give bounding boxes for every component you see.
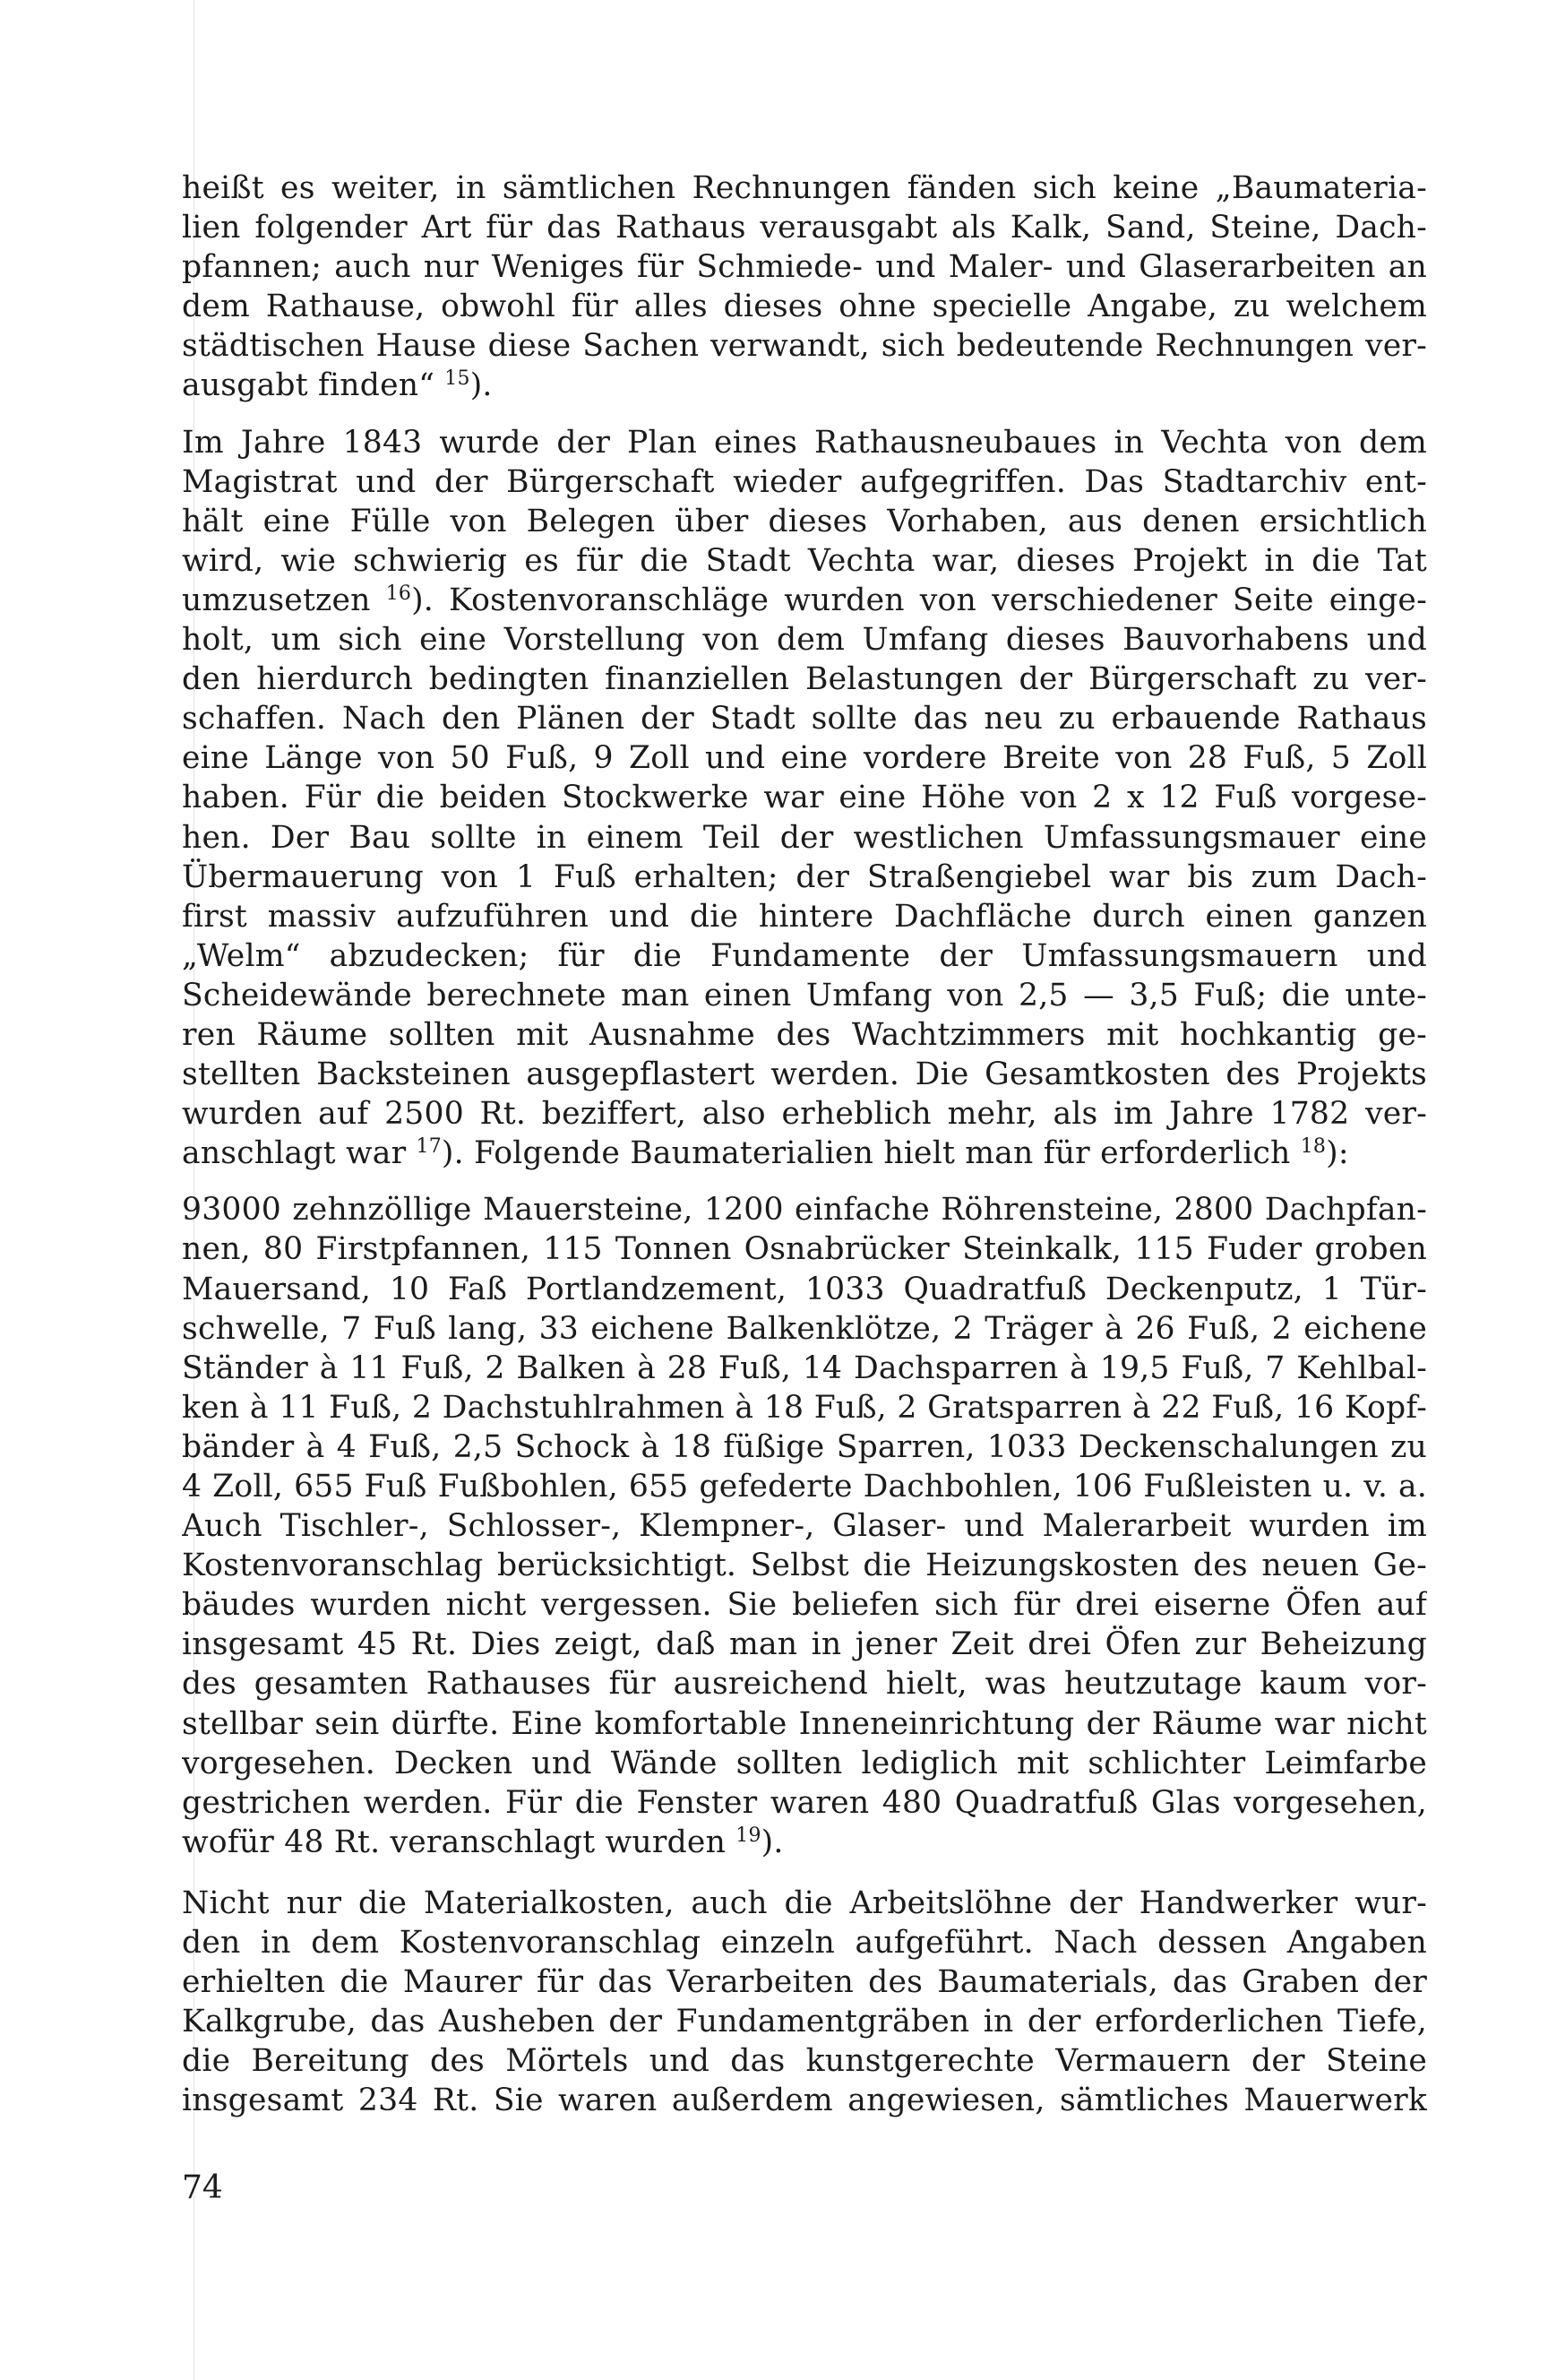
text-line: heißt es weiter, in sämtlichen Rechnungen fänden sich keine „Baumateria-	[182, 170, 1427, 206]
text-segment: ausgabt finden“	[182, 367, 435, 404]
footnote-ref: 16	[385, 582, 412, 605]
text-line: holt, um sich eine Vorstellung von dem Umfang dieses Bauvorhabens und	[182, 622, 1427, 659]
text-line: insgesamt 234 Rt. Sie waren außerdem angewiesen, sämtliches Mauerwerk	[182, 2082, 1427, 2119]
text-line: städtischen Hause diese Sachen verwandt, sich bedeutende Rechnungen ver-	[182, 328, 1427, 365]
text-line: Übermauerung von 1 Fuß erhalten; der Straßengiebel war bis zum Dach-	[182, 858, 1427, 895]
text-line: Magistrat und der Bürgerschaft wieder aufgegriffen. Das Stadtarchiv ent-	[182, 463, 1427, 500]
body-text	[182, 168, 1427, 2121]
text-segment: ).	[469, 367, 493, 404]
text-line: first massiv aufzuführen und die hintere Dachfläche durch einen ganzen	[182, 898, 1427, 935]
text-line: „Welm“ abzudecken; für die Fundamente der Umfassungsmauern und	[182, 937, 1427, 974]
text-line: des gesamten Rathauses für ausreichend hielt, was heutzutage kaum vor-	[182, 1666, 1427, 1703]
text-segment: wofür 48 Rt. veranschlagt wurden	[182, 1824, 736, 1860]
text-line: hen. Der Bau sollte in einem Teil der westlichen Umfassungsmauer eine	[182, 819, 1427, 856]
text-line: dem Rathause, obwohl für alles dieses ohne specielle Angabe, zu welchem	[182, 289, 1427, 325]
text-segment: ). Kostenvoranschläge wurden von verschiedener Seite einge-	[411, 582, 1427, 618]
text-line: ken à 11 Fuß, 2 Dachstuhlrahmen à 18 Fuß, 2 Gratsparren à 22 Fuß, 16 Kopf-	[182, 1389, 1427, 1426]
text-segment: ). Folgende Baumaterialien hielt man für erforderlich	[441, 1135, 1301, 1172]
text-line	[182, 366, 1427, 405]
text-segment: umzusetzen	[182, 582, 371, 618]
text-line: bäudes wurden nicht vergessen. Sie beliefen sich für drei eiserne Öfen auf	[182, 1587, 1427, 1624]
paragraph-1	[182, 168, 1427, 406]
text-line: lien folgender Art für das Rathaus verausgabt als Kalk, Sand, Steine, Dach-	[182, 210, 1427, 246]
text-line: eine Länge von 50 Fuß, 9 Zoll und eine vordere Breite von 28 Fuß, 5 Zoll	[182, 740, 1427, 777]
text-line	[182, 581, 1427, 620]
text-line	[182, 1134, 1427, 1173]
text-line: Im Jahre 1843 wurde der Plan eines Rathausneubaues in Vechta von dem	[182, 424, 1427, 461]
text-line: schaffen. Nach den Plänen der Stadt sollte das neu zu erbauende Rathaus	[182, 701, 1427, 737]
text-line: stellten Backsteinen ausgepflastert werden. Die Gesamtkosten des Projekts	[182, 1056, 1427, 1093]
text-line: die Bereitung des Mörtels und das kunstgerechte Vermauern der Steine	[182, 2043, 1427, 2080]
paragraph-4	[182, 1884, 1427, 2121]
footnote-ref: 15	[444, 367, 470, 391]
text-line: Nicht nur die Materialkosten, auch die Arbeitslöhne der Handwerker wur-	[182, 1884, 1427, 1921]
text-segment: ):	[1326, 1135, 1349, 1172]
text-line: stellbar sein dürfte. Eine komfortable Inneneinrichtung der Räume war nicht	[182, 1705, 1427, 1742]
text-line: den in dem Kostenvoranschlag einzeln aufgeführt. Nach dessen Angaben	[182, 1925, 1427, 1962]
text-line: Mauersand, 10 Faß Portlandzement, 1033 Quadratfuß Deckenputz, 1 Tür-	[182, 1271, 1427, 1307]
paragraph-2	[182, 423, 1427, 1174]
text-line: vorgesehen. Decken und Wände sollten lediglich mit schlichter Leimfarbe	[182, 1745, 1427, 1781]
text-segment: anschlagt war	[182, 1135, 417, 1172]
text-line: Auch Tischler-, Schlosser-, Klempner-, Glaser- und Malerarbeit wurden im	[182, 1508, 1427, 1545]
text-line: hält eine Fülle von Belegen über dieses Vorhaben, aus denen ersichtlich	[182, 503, 1427, 539]
footnote-ref: 19	[735, 1824, 761, 1847]
text-line: gestrichen werden. Für die Fenster waren 480 Quadratfuß Glas vorgesehen,	[182, 1784, 1427, 1821]
text-line: den hierdurch bedingten finanziellen Belastungen der Bürgerschaft zu ver-	[182, 661, 1427, 698]
text-line: haben. Für die beiden Stockwerke war eine Höhe von 2 x 12 Fuß vorgese-	[182, 780, 1427, 816]
footnote-ref: 18	[1300, 1135, 1327, 1159]
text-line: pfannen; auch nur Weniges für Schmiede- und Maler- und Glaserarbeiten an	[182, 249, 1427, 286]
text-line: Ständer à 11 Fuß, 2 Balken à 28 Fuß, 14 Dachsparren à 19,5 Fuß, 7 Kehlbal-	[182, 1350, 1427, 1386]
text-line: bänder à 4 Fuß, 2,5 Schock à 18 füßige Sparren, 1033 Deckenschalungen zu	[182, 1428, 1427, 1465]
text-line: Kalkgrube, das Ausheben der Fundamentgräben in der erforderlichen Tiefe,	[182, 2004, 1427, 2040]
text-line: Kostenvoranschlag berücksichtigt. Selbst die Heizungskosten des neuen Ge-	[182, 1548, 1427, 1584]
text-line: 93000 zehnzöllige Mauersteine, 1200 einfache Röhrensteine, 2800 Dachpfan-	[182, 1192, 1427, 1229]
text-line: ren Räume sollten mit Ausnahme des Wachtzimmers mit hochkantig ge-	[182, 1016, 1427, 1053]
footnote-ref: 17	[416, 1135, 442, 1159]
text-segment: ).	[761, 1824, 784, 1860]
page-number: 74	[182, 2169, 223, 2206]
text-line: 4 Zoll, 655 Fuß Fußbohlen, 655 gefederte Dachbohlen, 106 Fußleisten u. v. a.	[182, 1469, 1427, 1505]
paragraph-3	[182, 1190, 1427, 1862]
text-line: wird, wie schwierig es für die Stadt Vechta war, dieses Projekt in die Tat	[182, 542, 1427, 579]
text-line: schwelle, 7 Fuß lang, 33 eichene Balkenklötze, 2 Träger à 26 Fuß, 2 eichene	[182, 1310, 1427, 1347]
text-line: wurden auf 2500 Rt. beziffert, also erheblich mehr, als im Jahre 1782 ver-	[182, 1096, 1427, 1133]
text-line: insgesamt 45 Rt. Dies zeigt, daß man in jener Zeit drei Öfen zur Beheizung	[182, 1626, 1427, 1663]
text-line: erhielten die Maurer für das Verarbeiten des Baumaterials, das Graben der	[182, 1964, 1427, 2001]
text-line: nen, 80 Firstpfannen, 115 Tonnen Osnabrücker Steinkalk, 115 Fuder groben	[182, 1231, 1427, 1268]
text-line	[182, 1823, 1427, 1862]
text-line: Scheidewände berechnete man einen Umfang von 2,5 — 3,5 Fuß; die unte-	[182, 977, 1427, 1013]
